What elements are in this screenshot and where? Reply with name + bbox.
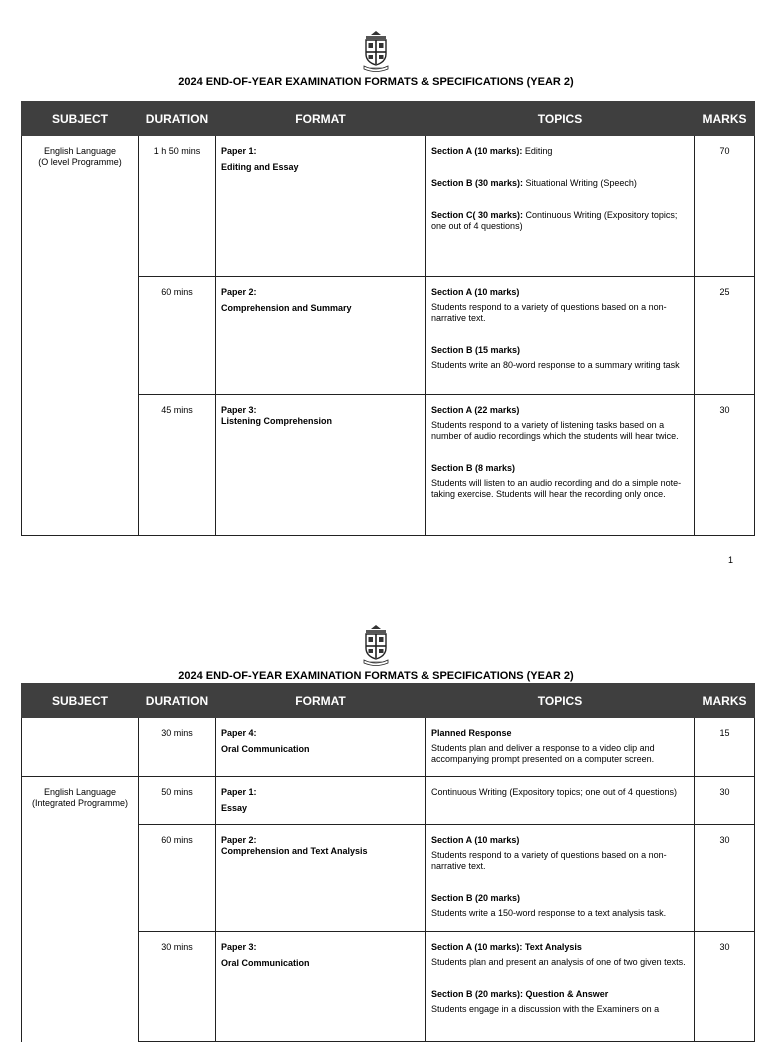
header-duration: DURATION — [139, 684, 216, 718]
header-row — [22, 684, 755, 718]
section-item — [431, 893, 689, 919]
header-duration: DURATION — [139, 102, 216, 136]
topics-cell — [426, 395, 695, 536]
page-number: 1 — [728, 555, 734, 565]
header-marks: MARKS — [695, 684, 755, 718]
marks-cell: 30 — [695, 825, 755, 932]
section-item — [431, 287, 689, 324]
section-head: Section C( 30 marks): — [431, 210, 524, 220]
paper-title: Comprehension and Text Analysis — [221, 846, 368, 856]
duration-cell: 30 mins — [139, 718, 216, 777]
section-head: Section A (10 marks): Text Analysis — [431, 942, 582, 952]
marks-cell: 30 — [695, 395, 755, 536]
section-head: Section B (8 marks) — [431, 463, 516, 473]
topics-cell — [426, 825, 695, 932]
section-head: Section B (30 marks): — [431, 178, 524, 188]
marks-cell: 30 — [695, 932, 755, 1042]
section-item — [431, 942, 689, 968]
format-cell — [216, 718, 426, 777]
topics-cell: Continuous Writing (Expository topics; one out of 4 questions) — [426, 777, 695, 825]
topics-cell — [426, 136, 695, 277]
section-item — [431, 210, 689, 232]
spec-table — [21, 683, 755, 1042]
section-item — [431, 146, 689, 157]
section-text: Students plan and deliver a response to a video clip and accompanying prompt presented on a computer screen. — [431, 743, 655, 764]
section-text: Students respond to a variety of questions based on a non-narrative text. — [431, 302, 667, 323]
section-text: Editing — [522, 146, 553, 156]
table-row — [22, 777, 755, 825]
format-cell — [216, 395, 426, 536]
section-item — [431, 728, 689, 765]
header-topics: TOPICS — [426, 684, 695, 718]
paper-label: Paper 3: — [221, 405, 257, 415]
paper-title: Comprehension and Summary — [221, 303, 352, 313]
duration-cell: 30 mins — [139, 932, 216, 1042]
header-format: FORMAT — [216, 684, 426, 718]
section-text: Students respond to a variety of listening tasks based on a number of audio recordings which the students will hear twice. — [431, 420, 679, 441]
school-crest-icon — [362, 30, 390, 72]
paper-title: Essay — [221, 803, 248, 813]
header-format: FORMAT — [216, 102, 426, 136]
subject-cell — [22, 718, 139, 777]
table-row — [22, 136, 755, 277]
section-head: Section A (10 marks) — [431, 287, 520, 297]
section-text: Students write an 80-word response to a summary writing task — [431, 360, 680, 370]
paper-title: Editing and Essay — [221, 162, 299, 172]
section-text: Students engage in a discussion with the Examiners on a — [431, 1004, 660, 1014]
format-cell — [216, 277, 426, 395]
section-item — [431, 835, 689, 872]
header-row — [22, 102, 755, 136]
subject-programme: (Integrated Programme) — [31, 798, 129, 808]
subject-name: English Language — [43, 787, 117, 797]
subject-programme: (O level Programme) — [38, 157, 122, 167]
section-item — [431, 345, 689, 371]
section-text: Students write a 150-word response to a text analysis task. — [431, 908, 667, 918]
section-item — [431, 463, 689, 500]
paper-label: Paper 4: — [221, 728, 257, 738]
spec-table — [21, 101, 755, 536]
section-head: Section B (20 marks) — [431, 893, 521, 903]
marks-cell: 70 — [695, 136, 755, 277]
marks-cell: 25 — [695, 277, 755, 395]
topics-cell — [426, 932, 695, 1042]
paper-label: Paper 1: — [221, 146, 257, 156]
subject-cell — [22, 777, 139, 1042]
header-subject: SUBJECT — [22, 684, 139, 718]
school-crest-icon — [362, 624, 390, 666]
section-text: Students respond to a variety of questions based on a non-narrative text. — [431, 850, 667, 871]
format-cell — [216, 825, 426, 932]
duration-cell: 60 mins — [139, 825, 216, 932]
format-cell — [216, 136, 426, 277]
section-item — [431, 989, 689, 1015]
marks-cell: 30 — [695, 777, 755, 825]
header-subject: SUBJECT — [22, 102, 139, 136]
header-marks: MARKS — [695, 102, 755, 136]
paper-label: Paper 3: — [221, 942, 257, 952]
format-cell — [216, 932, 426, 1042]
duration-cell: 50 mins — [139, 777, 216, 825]
section-head: Section A (22 marks) — [431, 405, 520, 415]
section-item — [431, 405, 689, 442]
format-cell — [216, 777, 426, 825]
section-head: Section A (10 marks): — [431, 146, 523, 156]
section-text: Situational Writing (Speech) — [523, 178, 637, 188]
topics-cell — [426, 277, 695, 395]
duration-cell: 60 mins — [139, 277, 216, 395]
section-head: Planned Response — [431, 728, 512, 738]
document-title: 2024 END-OF-YEAR EXAMINATION FORMATS & SPECIFICATIONS (YEAR 2) — [178, 76, 574, 88]
duration-cell: 1 h 50 mins — [139, 136, 216, 277]
paper-title: Oral Communication — [221, 744, 310, 754]
duration-cell: 45 mins — [139, 395, 216, 536]
section-head: Section B (15 marks) — [431, 345, 521, 355]
section-text: Students will listen to an audio recording and do a simple note-taking exercise. Students will hear the recording only once. — [431, 478, 682, 499]
section-head: Section A (10 marks) — [431, 835, 520, 845]
subject-name: English Language — [43, 146, 117, 156]
section-text: Students plan and present an analysis of one of two given texts. — [431, 957, 686, 967]
section-item — [431, 178, 689, 189]
paper-label: Paper 2: — [221, 835, 257, 845]
paper-title: Oral Communication — [221, 958, 310, 968]
document-title: 2024 END-OF-YEAR EXAMINATION FORMATS & SPECIFICATIONS (YEAR 2) — [178, 670, 574, 682]
topics-cell — [426, 718, 695, 777]
paper-label: Paper 2: — [221, 287, 257, 297]
marks-cell: 15 — [695, 718, 755, 777]
paper-label: Paper 1: — [221, 787, 257, 797]
paper-title: Listening Comprehension — [221, 416, 333, 426]
subject-cell — [22, 136, 139, 536]
table-row — [22, 718, 755, 777]
header-topics: TOPICS — [426, 102, 695, 136]
section-text: Continuous Writing (Expository topics; one out of 4 questions) — [431, 210, 678, 231]
section-head: Section B (20 marks): Question & Answer — [431, 989, 609, 999]
